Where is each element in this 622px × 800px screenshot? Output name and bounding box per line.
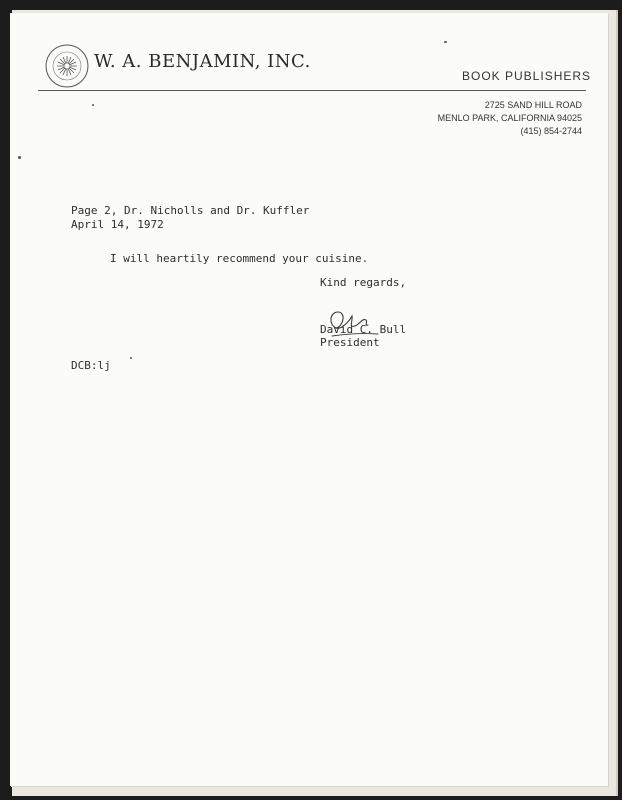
address-phone: (415) 854-2744 [520, 126, 582, 136]
paper-speck [130, 357, 132, 359]
letter-page [10, 13, 608, 786]
signer-title: President [320, 336, 380, 349]
address-street: 2725 SAND HILL ROAD [484, 100, 582, 110]
address-block [438, 99, 582, 138]
signer-name: David C. Bull [320, 323, 407, 336]
typist-initials: DCB:lj [71, 359, 111, 372]
letter-body: I will heartily recommend your cuisine. [110, 252, 369, 265]
header-rule [38, 90, 586, 91]
address-city: MENLO PARK, CALIFORNIA 94025 [437, 113, 582, 123]
tagline: BOOK PUBLISHERS [462, 69, 592, 83]
company-name: W. A. BENJAMIN, INC. [94, 51, 311, 72]
scan-speck [18, 156, 21, 159]
closing: Kind regards, [320, 276, 407, 289]
paper-speck [444, 41, 447, 43]
company-seal-icon [44, 43, 90, 89]
paper-speck [92, 104, 94, 106]
page-reference-line: Page 2, Dr. Nicholls and Dr. Kuffler [71, 204, 310, 217]
letter-date: April 14, 1972 [71, 218, 164, 231]
